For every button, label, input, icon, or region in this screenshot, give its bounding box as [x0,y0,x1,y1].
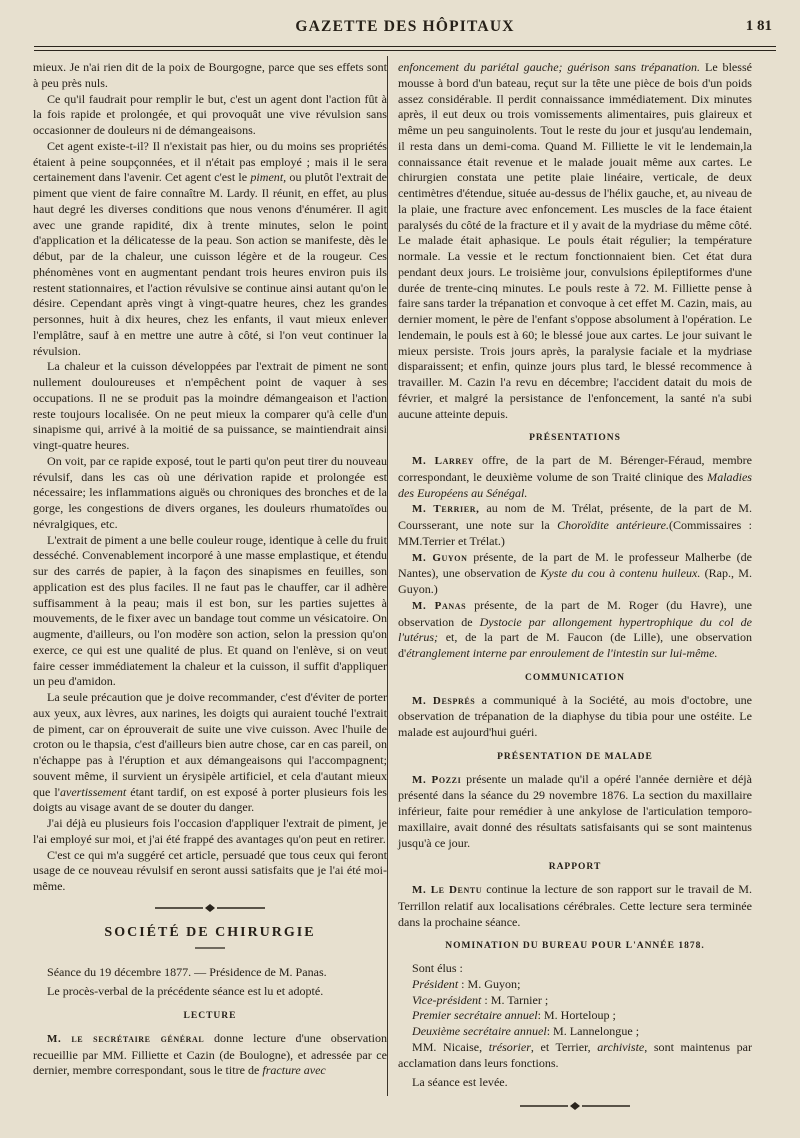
ornament-rule [398,1099,752,1113]
text-run: continue la lecture de son rapport sur le travail de M. Terrillon relatif aux localisations cérébrales. Cette lecture sera terminée dans la prochaine séance. [398,882,753,929]
text-run: offre, de la part de M. Bérenger-Féraud, membre correspondant, le deuxième volume de son Traité clinique des [398,453,752,484]
speaker-name: M. le secrétaire général [47,1032,205,1045]
role-title: Deuxième secrétaire annuel [412,1024,547,1038]
paragraph: Ce qu'il faudrait pour remplir le but, c'est un agent dont l'action fût à la fois rapide et prolongée, et qui provoquât une vive révulsion sans occasionner de douleurs ni de démangeaisons. [33,91,387,137]
elected-line [398,1040,752,1072]
section-header-presentations: PRÉSENTATIONS [529,433,621,444]
speaker-name: M. Le Dentu [412,884,483,896]
right-column [398,60,752,1113]
paragraph: C'est ce qui m'a suggéré cet article, persuadé que tous ceux qui feront usage de ce nouveau révulsif en seront aussi satisfaits que je l'ai été moi-même. [33,847,387,893]
text-run: : M. Guyon; [458,976,521,991]
paragraph [398,501,752,549]
italic-term: Kyste du cou à contenu huileux. [540,566,701,581]
ornament-icon [520,1101,630,1111]
text-run: Le blessé mousse à bord d'un bateau, reçut sur la tête une pièce de bois d'un poids assez considérable. Il perdit connaissance immédiatement. Dix minutes après, il eut deux ou trois vomissements alimentaires, puis glaireux et même un peu sanguinolents. Tout le reste du jour et jusqu'au lendemain, il resta dans un demi-coma. Quand M. Filliette le vit le lendemain,la connaissance était revenue et le malade jouait même aux cartes. Le chirurgien constata une petite plaie linéaire, verticale, de deux centimètres d'étendue, située au-dessus de l'hélix gauche, et, au niveau de la plaie, une fracture avec enfoncement. Les muscles de la face étaient paralysés du côté de la fracture et il y avait de la mydriase du même côté. Le malade était aphasique. Le pouls était régulier; la température normale. La vessie et le rectum fonctionnaient bien. Cet état dura pendant deux jours. Le troisième jour, convulsions épileptiformes d'une durée de trente-cinq minutes. Le pouls reste à 72. M. Filliette pense à faire sans tarder la trépanation et convoque à cet effet M. Cazin, mais, au dernier moment, le père de l'enfant s'oppose absolument à l'opération. Le lendemain, le pouls est à 60; le blessé joue aux cartes. Le jour suivant le mieux persiste. Trois jours après, la paralysie faciale et la mydriase disparaissent; et enfin, quinze jours plus tard, le blessé recommence à travailler. M. Cazin l'a revu en décembre; l'accident datait du mois de février, et malgré la persistance de l'enfoncement, la santé n'a subi aucune atteinte depuis. [398,60,752,421]
section-header-nomination: NOMINATION DU BUREAU POUR L'ANNÉE 1878. [445,941,705,952]
paragraph [398,60,752,422]
italic-term: Dystocie par allongement hypertrophique du col de l'utérus; [398,614,753,645]
text-run: présente, de la part de M. Roger (du Havre), une observation de [398,597,752,629]
masthead [34,12,776,58]
paragraph: mieux. Je n'ai rien dit de la poix de Bourgogne, parce que ses effets sont à peu près nuls. [33,60,387,90]
page-number: 1 81 [745,18,772,34]
italic-term: enfoncement du pariétal gauche; guérison sans trépanation. [398,60,701,74]
text-run: Cet agent existe-t-il? Il n'existait pas hier, ou du moins ses propriétés étaient à peine soupçonnées, et il n'était pas employé ; mais il le sera certainement dans l'avenir. Cet agent c'est le [33,138,387,185]
column-divider [387,56,388,1096]
text-run: MM. Nicaise, [412,1039,489,1054]
paragraph [398,453,752,501]
italic-term: Choroïdite antérieure. [557,518,669,532]
text-run: ou plutôt l'extrait de piment que vient de faire connaître M. Lardy. Il réunit, en effet, au plus haut degré les diverses conditions que nous venons d'énumérer. Il agit avec une grande rapidité, dix à trente minutes, selon le point d'application et la délicatesse de la peau. Son action se manifeste, dès le début, par de la chaleur, une cuisson légère et de la rougeur. Ces phénomènes vont en augmentant pendant trois heures environ puis ils restent stationnaires, et l'action révulsive se continue ainsi autant qu'on le désire. Cependant après vingt à vingt-quatre heures, chez les grandes personnes, huit à dix heures, chez les enfants, il vaut mieux enlever l'emplâtre, sauf à en mettre une autre à côté, si l'on veut continuer la révulsion. [33,170,387,358]
role-title: trésorier [488,1039,531,1054]
minutes-line: Le procès-verbal de la précédente séance est lu et adopté. [47,984,324,999]
left-column [33,60,387,1079]
speaker-name: M. Terrier, [412,503,480,516]
text-run: présente, de la part de M. le professeur Malherbe (de Nantes), une observation de [398,549,753,581]
text-run: au nom de M. Trélat, présente, de la part de M. Coursserant, une note sur la [398,501,752,532]
paragraph [398,693,752,741]
italic-term: avertissement [59,784,127,799]
role-title: archiviste [597,1039,645,1054]
speaker-name: M. Després [412,694,476,707]
text-run: étant tardif, on est exposé à porter plusieurs fois les doigts au visage avant de se douter du danger. [33,784,387,815]
text-run: : M. Horteloup ; [537,1008,616,1023]
paragraph [398,882,752,930]
elected-intro: Sont élus : [412,961,463,975]
paragraph [33,690,387,816]
text-run: , et Terrier, [530,1039,598,1054]
text-run: : M. Tarnier ; [481,992,549,1007]
speaker-name: M. Pozzi [412,773,462,786]
speaker-name: M. Larrey [412,455,475,467]
italic-term: Maladies des Européens au Sénégal. [398,469,752,500]
text-run: donne lecture d'une observation recueillie par MM. Filliette et Cazin (de Boulogne), et adressée par ce dernier, membre correspondant, sous le titre de [33,1030,387,1078]
text-run: a communiqué à la Société, au mois d'octobre, une observation de trépanation de la diaphyse du tibia pour une ostéite. Le malade est aujourd'hui guéri. [398,692,753,739]
text-run: La seule précaution que je doive recommander, c'est d'éviter de porter aux yeux, aux lèvres, aux narines, les doigts qui auraient touché l'extrait de piment, car on éprouverait de suite une vive cuisson. Avec l'huile de croton ou le thapsia, c'est d'ailleurs bien autre chose, car en cas pareil, on n'échappe pas à l'éruption et aux démangeaisons qui l'accompagnent; souvent même, il survient un érysipèle artificiel, et cela d'autant mieux que l' [33,690,387,799]
paragraph: On voit, par ce rapide exposé, tout le parti qu'on peut tirer du nouveau révulsif, dans les cas où une dérivation rapide et prolongée est nécessaire; les inflammations aiguës ou chroniques des bronches et de la gorge, les congestions de divers organes, les douleurs rhumatoïdes ou névralgiques, etc. [33,453,387,531]
italic-term: fracture avec [262,1063,326,1078]
speaker-name: M. Panas [412,599,467,612]
elected-line [398,1024,752,1040]
paragraph [398,598,752,662]
paragraph [398,550,752,598]
section-header-lecture: LECTURE [183,1011,237,1021]
role-title: Président [412,976,459,991]
text-run: (Rap., M. Guyon.) [398,566,752,596]
speaker-name: M. Guyon [412,551,468,564]
header-rule [34,46,776,47]
paragraph: La chaleur et la cuisson développées par l'extrait de piment ne sont nullement douloureuses et n'empêchent point de vaquer à ses occupations. Il ne se produit pas la moindre démangeaison et l'action reste toujours localisée. On ne peut mieux la comparer qu'à celle d'un sinapisme qui, arrivé à la moitié de sa puissance, se maintiendrait ainsi vingt-quatre heures. [33,359,387,452]
elected-line [398,993,752,1009]
paragraph [398,772,752,852]
role-title: Premier secrétaire annuel [412,1008,538,1023]
section-header-patient: PRÉSENTATION DE MALADE [497,751,653,762]
society-title: SOCIÉTÉ DE CHIRURGIE [104,924,316,940]
elected-line [398,1008,752,1024]
paragraph [33,139,387,360]
text-run: présente un malade qu'il a opéré l'année dernière et déjà présenté dans la séance du 29 novembre 1876. La section du maxillaire inférieur, faite pour remédier à une ankylose de l'articulation temporo-maxillaire, avait donné des résultats satisfaisants qui se sont maintenus jusqu'à ce jour. [398,771,752,850]
text-run: (Commissaires : MM.Terrier et Trélat.) [398,518,752,548]
italic-term: piment, [250,170,287,185]
text-run: : M. Lannelongue ; [546,1024,640,1038]
session-line: Séance du 19 décembre 1877. — Présidence de M. Panas. [47,964,327,979]
short-rule [33,941,387,955]
section-header-report: RAPPORT [548,862,602,873]
paragraph: J'ai déjà eu plusieurs fois l'occasion d'appliquer l'extrait de piment, je l'ai employé sur moi, et j'ai été frappé des avantages qu'on peut en retirer. [33,816,387,846]
closing-line: La séance est levée. [412,1075,508,1090]
section-header-communication: COMMUNICATION [525,672,625,683]
ornament-rule [33,901,387,915]
header-rule-thin [34,50,776,51]
paragraph [33,1031,387,1079]
elected-line [398,977,752,993]
text-run: et, de la part de M. Faucon (de Lille), une observation d' [398,630,752,660]
role-title: Vice-président [412,992,482,1007]
short-rule-icon [195,944,225,952]
text-run: , sont maintenus par acclamation dans leurs fonctions. [398,1039,752,1070]
paragraph: L'extrait de piment a une belle couleur rouge, identique à celle du fruit desséché. Convenablement incorporé à une masse emplastique, et étendu sur des carrés de papier, à la façon des sinapismes en feuilles, son application est des plus faciles. Il ne faut pas le chauffer, car il adhère suffisamment à la peau; mais il est bon, sur les parties sujettes à mouvements, de le fixer avec un bandage tout comme un vésicatoire. On augmente, d'ailleurs, ou l'on modère son action, selon la pression qu'on exerce, ce qui est une qualité de plus. Et quand on l'enlève, si on veut faire cesser immédiatement la chaleur et la cuisson, il suffit d'appliquer un peu d'amidon. [33,532,387,689]
italic-term: étranglement interne par enroulement de l'intestin sur lui-même. [406,646,718,660]
journal-title: GAZETTE DES HÔPITAUX [295,18,515,35]
ornament-icon [155,903,265,913]
